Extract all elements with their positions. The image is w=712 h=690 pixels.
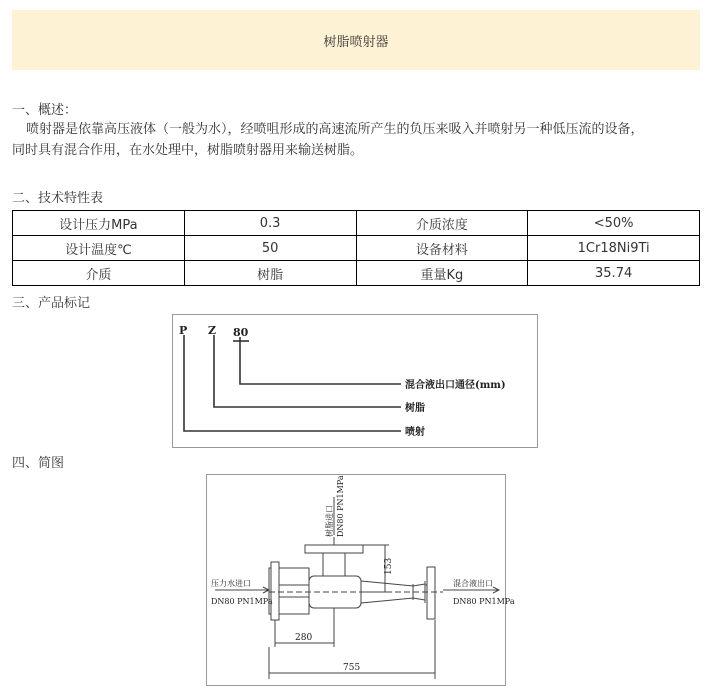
table-cell: 50	[184, 236, 356, 261]
right-flange	[427, 567, 435, 619]
section-spec-heading: 二、技术特性表	[12, 191, 104, 206]
table-cell: 树脂	[184, 261, 356, 286]
ejector-sketch-figure	[206, 474, 515, 686]
section-sketch-heading: 四、简图	[12, 456, 65, 471]
left-flange	[271, 562, 279, 620]
section-overview-heading: 一、概述：	[12, 103, 78, 118]
product-marking-diagram	[173, 315, 537, 447]
table-cell: 1Cr18Ni9Ti	[528, 236, 700, 261]
table-cell: 介质浓度	[356, 211, 528, 236]
label-outlet: 混合液出口通径(mm)	[405, 380, 506, 391]
page-banner	[12, 10, 700, 70]
overview-paragraph	[12, 119, 704, 161]
dim-280-text: 280	[295, 633, 313, 643]
outlet-leader-line	[240, 337, 401, 384]
code-z: Z	[208, 324, 217, 337]
product-marking-figure	[172, 314, 538, 448]
table-cell: 重量Kg	[356, 261, 528, 286]
resin-inlet-spec: DN80 PN1MPa	[336, 475, 345, 537]
water-inlet-spec: DN80 PN1MPa	[211, 597, 273, 606]
main-pipe	[269, 568, 427, 614]
label-resin: 树脂	[405, 403, 425, 414]
table-row	[13, 236, 700, 261]
code-p: P	[179, 324, 188, 337]
dim-153-text: 153	[384, 557, 394, 575]
table-cell: 介质	[13, 261, 185, 286]
jet-leader-line	[184, 335, 401, 431]
water-inlet-label: 压力水进口	[211, 579, 251, 588]
mix-outlet-label: 混合液出口	[453, 579, 493, 588]
table-cell: 设备材料	[356, 236, 528, 261]
table-cell: 设计压力MPa	[13, 211, 185, 236]
resin-leader-line	[214, 335, 401, 407]
page-title: 树脂喷射器	[323, 34, 389, 50]
table-row	[13, 211, 700, 236]
overview-line-2: 同时具有混合作用，在水处理中，树脂喷射器用来输送树脂。	[12, 143, 364, 158]
resin-inlet-pipe	[305, 497, 363, 576]
overview-line-1: 喷射器是依靠高压液体（一般为水），经喷咀形成的高速流所产生的负压来吸入并喷射另一种低压流的设备，	[26, 122, 644, 137]
ejector-sketch-diagram	[207, 475, 515, 685]
section-marking-heading: 三、产品标记	[12, 296, 91, 311]
table-cell: <50%	[528, 211, 700, 236]
spec-table	[12, 210, 700, 286]
code-80: 80	[233, 326, 249, 339]
mix-outlet-spec: DN80 PN1MPa	[453, 597, 515, 606]
table-cell: 0.3	[184, 211, 356, 236]
table-cell: 设计温度℃	[13, 236, 185, 261]
table-row	[13, 261, 700, 286]
label-jet: 喷射	[405, 427, 425, 438]
dim-755-text: 755	[343, 663, 361, 673]
table-cell: 35.74	[528, 261, 700, 286]
resin-inlet-label: 树脂进口	[325, 505, 334, 537]
